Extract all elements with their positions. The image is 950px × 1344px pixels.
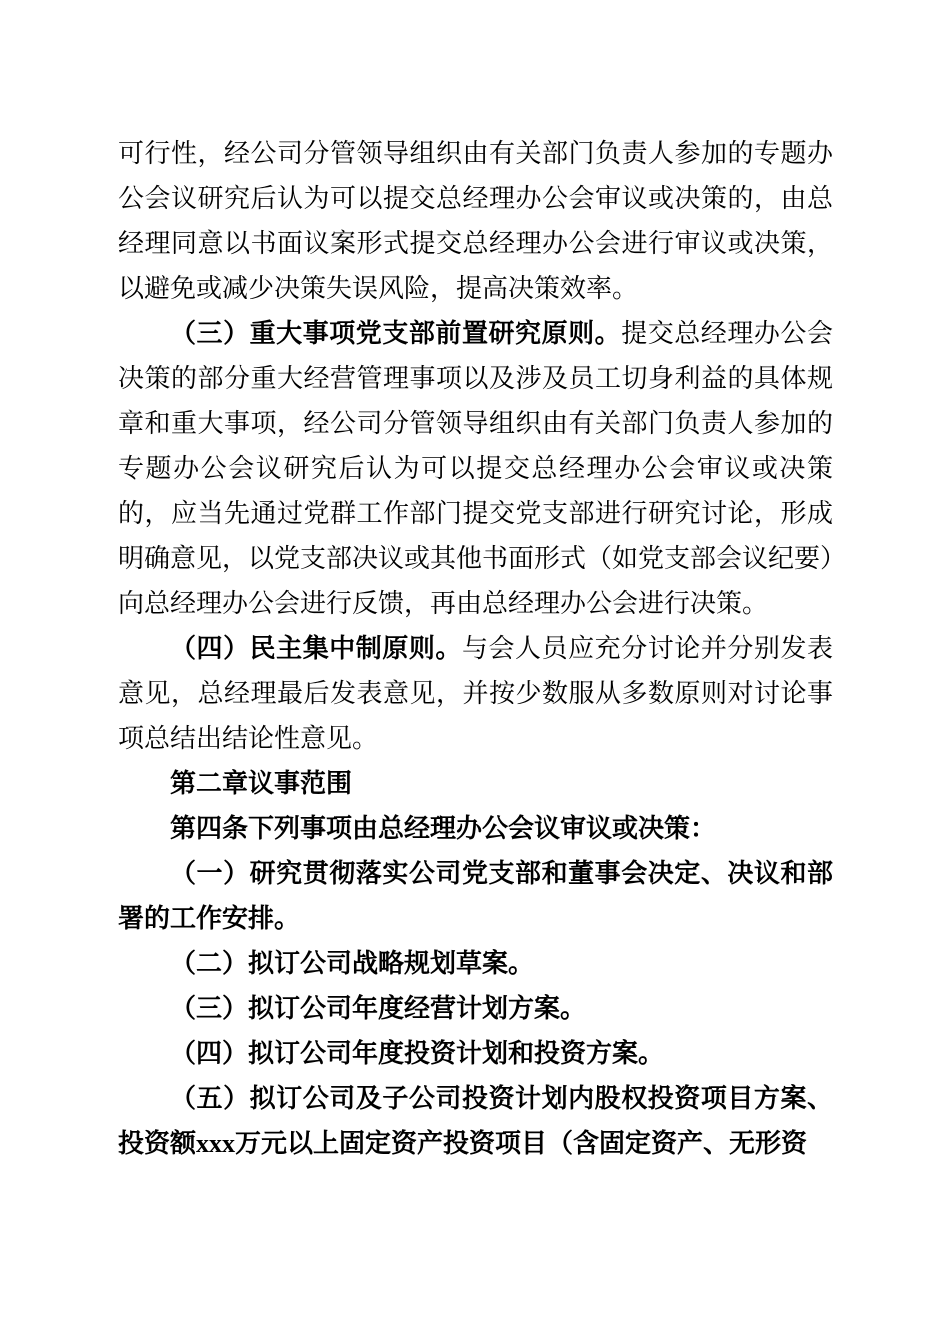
paragraph [118,626,833,761]
paragraph-run: 可行性，经公司分管领导组织由有关部门负责人参加的专题办公会议研究后认为可以提交总经理办公会审议或决策的，由总经理同意以书面议案形式提交总经理办公会进行审议或决策，以避免或减少决策失误风险，提高决策效率。 [118,139,833,303]
paragraph-bold-run: （四）民主集中制原则。 [170,634,462,663]
paragraph [118,1076,833,1166]
paragraph-bold-run: （四）拟订公司年度投资计划和投资方案。 [170,1039,665,1068]
paragraph-run: 与会人员应充分讨论并分别发表意见，总经理最后发表意见，并按少数服从多数原则对讨论事项总结出结论性意见。 [118,634,833,753]
paragraph [118,851,833,941]
paragraph [118,1031,833,1076]
paragraph-bold-run: （五）拟订公司及子公司投资计划内股权投资项目方案、投资额xxx万元以上固定资产投资项目（含固定资产、无形资 [118,1084,833,1158]
document-body [118,131,833,1166]
paragraph [118,806,833,851]
paragraph [118,131,833,311]
paragraph [118,941,833,986]
paragraph [118,761,833,806]
paragraph-bold-run: 第二章议事范围 [170,769,353,798]
paragraph-bold-run: （一）研究贯彻落实公司党支部和董事会决定、决议和部署的工作安排。 [118,859,833,933]
paragraph-bold-run: （三）重大事项党支部前置研究原则。 [170,319,622,348]
paragraph-bold-run: 第四条下列事项由总经理办公会议审议或决策： [170,814,717,843]
paragraph-bold-run: （三）拟订公司年度经营计划方案。 [170,994,587,1023]
paragraph [118,311,833,626]
paragraph [118,986,833,1031]
paragraph-run: 提交总经理办公会决策的部分重大经营管理事项以及涉及员工切身利益的具体规章和重大事项，经公司分管领导组织由有关部门负责人参加的专题办公会议研究后认为可以提交总经理办公会审议或决策的，应当先通过党群工作部门提交党支部进行研究讨论，形成明确意见，以党支部决议或其他书面形式（如党支部会议纪要）向总经理办公会进行反馈，再由总经理办公会进行决策。 [118,319,834,618]
paragraph-bold-run: （二）拟订公司战略规划草案。 [170,949,535,978]
